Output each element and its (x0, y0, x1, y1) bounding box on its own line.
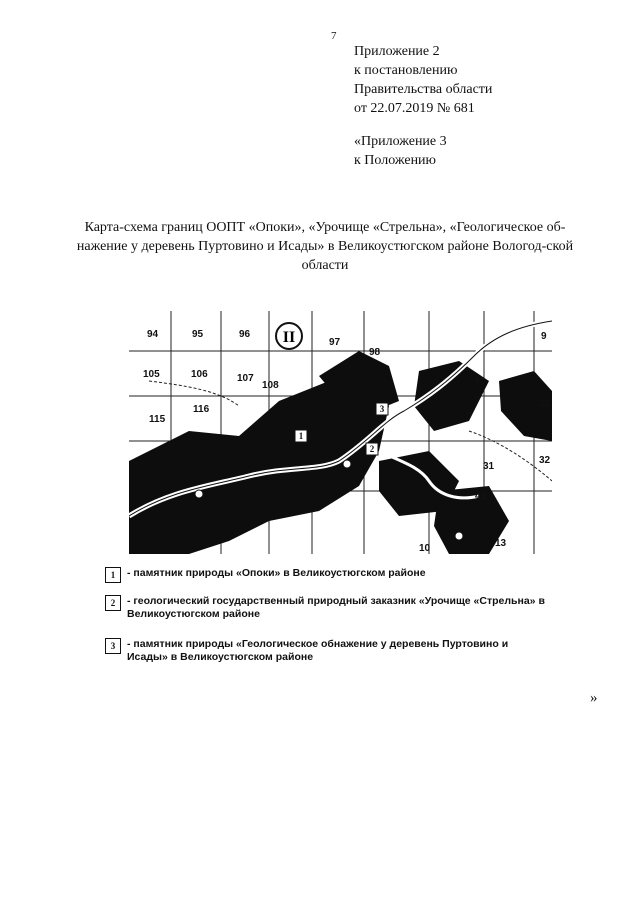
legend-text: - геологический государственный природный заказник «Урочище «Стрельна» в Великоустюгском районе (127, 595, 545, 620)
grid-number: 106 (191, 369, 208, 380)
appendix-header-2 (354, 132, 447, 170)
grid-number: 116 (193, 404, 210, 415)
area-marker-label: 1 (298, 431, 304, 441)
grid-number: 94 (147, 329, 159, 340)
appendix-line: к постановлению (354, 63, 458, 78)
legend-box: 2 (105, 595, 121, 611)
area-marker-label: 2 (369, 444, 375, 454)
map-scheme (129, 311, 552, 554)
closing-quote: » (590, 690, 598, 706)
grid-number: 7 (474, 378, 480, 389)
settlement-marker (195, 490, 203, 498)
legend-item (105, 638, 547, 664)
grid-number: 41 (475, 491, 487, 502)
appendix-line: от 22.07.2019 № 681 (354, 101, 475, 116)
grid-number: 107 (237, 373, 254, 384)
legend-box: 1 (105, 567, 121, 583)
settlement-marker (343, 460, 351, 468)
zone-label: II (282, 329, 296, 346)
area-marker-label: 3 (379, 404, 385, 414)
grid-number: 22 (539, 398, 551, 409)
settlement-marker (455, 532, 463, 540)
grid-number: 10 (419, 543, 431, 554)
page-number: 7 (331, 30, 337, 42)
grid-number: 105 (143, 369, 160, 380)
grid-number: 13 (495, 538, 507, 549)
grid-number: 115 (149, 414, 166, 425)
grid-number: 95 (192, 329, 204, 340)
grid-number: 31 (483, 461, 495, 472)
appendix-line: Правительства области (354, 82, 493, 97)
appendix-line: к Положению (354, 153, 437, 168)
legend-item (105, 567, 547, 583)
grid-number: 97 (329, 337, 341, 348)
document-title: Карта-схема границ ООПТ «Опоки», «Урочище «Стрельна», «Геологическое об-нажение у деревень Пуртовино и Исады» в Великоустюгском районе Вологод-ской области (76, 220, 574, 273)
grid-number: 32 (539, 455, 551, 466)
appendix-line: «Приложение 3 (354, 134, 447, 149)
appendix-header (354, 42, 492, 118)
grid-number: 96 (239, 329, 251, 340)
legend-text: - памятник природы «Опоки» в Великоустюгском районе (127, 567, 426, 579)
legend-item (105, 595, 547, 621)
legend-box: 3 (105, 638, 121, 654)
appendix-line: Приложение 2 (354, 44, 440, 59)
grid-number: 108 (262, 380, 279, 391)
grid-number: 98 (369, 347, 381, 358)
legend-text: - памятник природы «Геологическое обнажение у деревень Пуртовино и Исады» в Великоустюгском районе (127, 638, 509, 663)
grid-number: 9 (541, 331, 547, 342)
